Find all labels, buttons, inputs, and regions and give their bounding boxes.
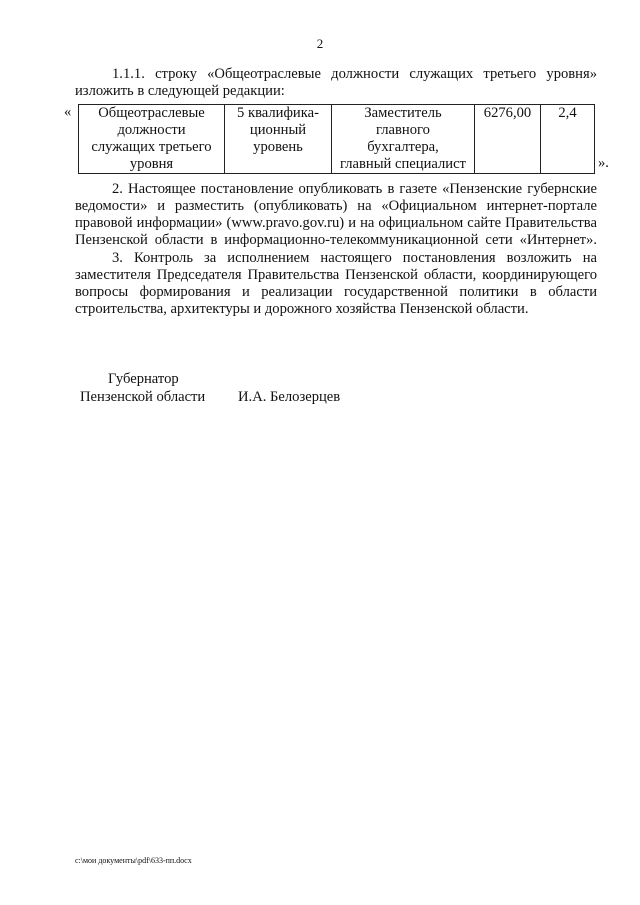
item-3-paragraph xyxy=(75,250,597,318)
clause-line: изложить в следующей редакции: xyxy=(75,83,285,99)
cell-position xyxy=(332,105,475,174)
cell-line: уровня xyxy=(129,156,174,172)
paragraph-line: Пензенской области в информационно-телекоммуникационной сети «Интернет». xyxy=(75,232,597,248)
signatory-title-line1: Губернатор xyxy=(108,371,179,387)
signatory-name: И.А. Белозерцев xyxy=(238,389,341,405)
cell-line: бухгалтера, xyxy=(367,139,439,155)
paragraph-line: вопросы формирования и реализации государственной политики в области xyxy=(75,284,597,300)
paragraph-line: 2. Настоящее постановление опубликовать в газете «Пензенские губернские xyxy=(112,181,597,197)
clause-1-1-1 xyxy=(75,66,597,100)
cell-line: уровень xyxy=(253,139,303,155)
page-number: 2 xyxy=(316,36,324,51)
signatory-title-line2: Пензенской области xyxy=(80,389,206,405)
cell-qualification-level xyxy=(225,105,332,174)
paragraph-line: строительства, архитектуры и дорожного хозяйства Пензенской области. xyxy=(75,301,529,317)
opening-quote: « xyxy=(64,104,72,120)
closing-quote: ». xyxy=(598,155,609,171)
cell-line: Общеотраслевые xyxy=(98,105,205,121)
footer-file-path: c:\мои документы\pdf\633-пп.docx xyxy=(75,856,192,865)
cell-salary xyxy=(475,105,541,174)
paragraph-line: 3. Контроль за исполнением настоящего постановления возложить на xyxy=(112,250,597,266)
table-row xyxy=(79,105,595,174)
clause-line: 1.1.1. строку «Общеотраслевые должности служащих третьего уровня» xyxy=(112,66,597,82)
replacement-table xyxy=(78,104,595,174)
cell-line: служащих третьего xyxy=(91,139,212,155)
item-2-paragraph xyxy=(75,181,597,249)
paragraph-line: правовой информации» (www.pravo.gov.ru) и на официальном сайте Правительства xyxy=(75,215,597,231)
cell-line: главный специалист xyxy=(340,156,466,172)
cell-coefficient xyxy=(541,105,595,174)
cell-line: ционный xyxy=(249,122,307,138)
cell-line: Заместитель xyxy=(364,105,442,121)
cell-line: 2,4 xyxy=(558,105,577,121)
cell-line: 6276,00 xyxy=(483,105,532,121)
cell-line: 5 квалифика- xyxy=(237,105,319,121)
cell-line: должности xyxy=(117,122,186,138)
paragraph-line: заместителя Председателя Правительства Пензенской области, координирующего xyxy=(75,267,597,283)
paragraph-line: ведомости» и разместить (опубликовать) на «Официальном интернет-портале xyxy=(75,198,597,214)
cell-line: главного xyxy=(376,122,430,138)
cell-position-group xyxy=(79,105,225,174)
